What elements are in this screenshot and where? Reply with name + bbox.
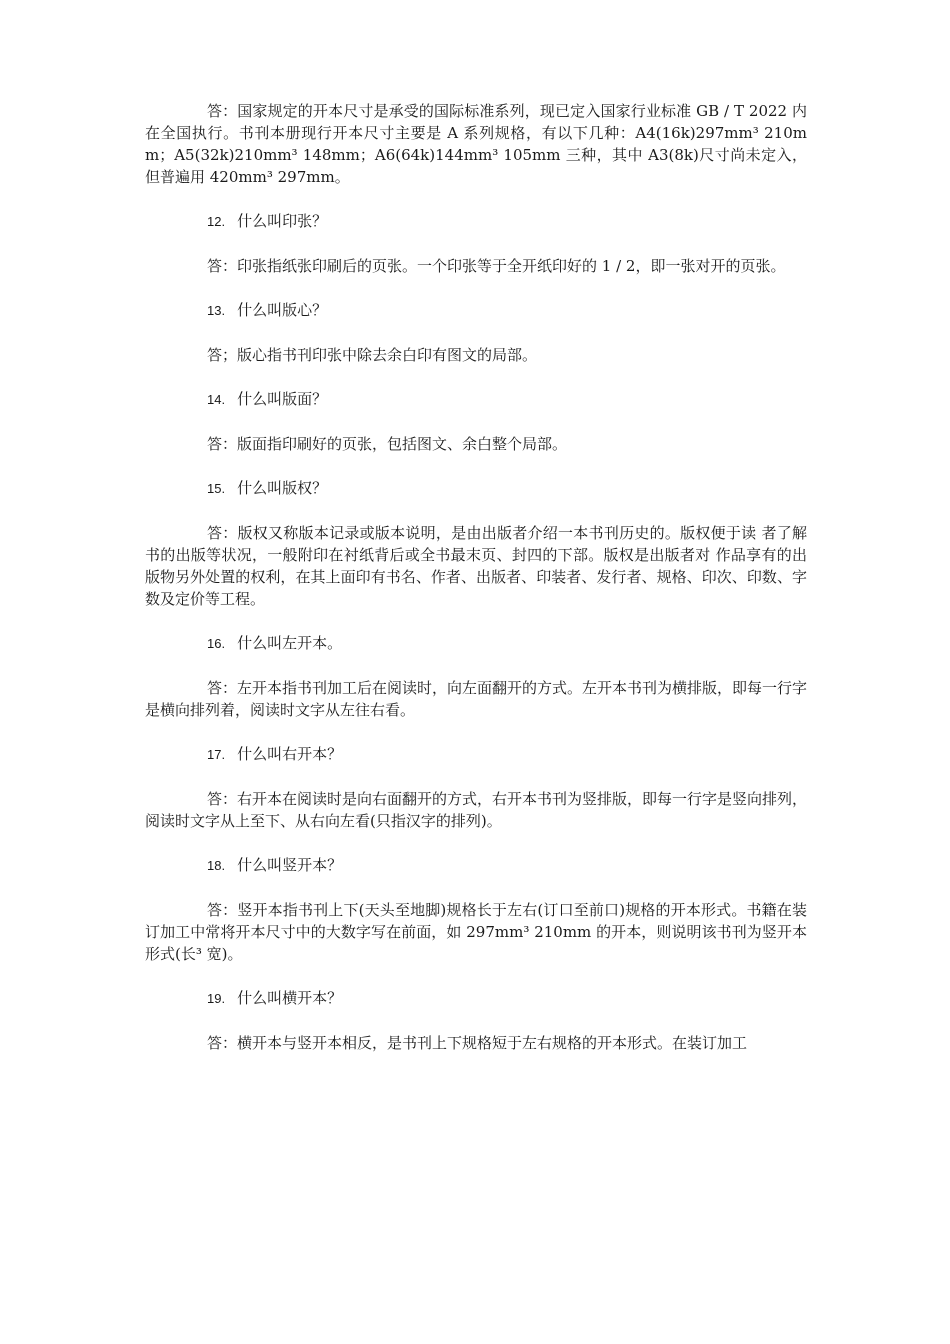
question-number: 17. (207, 747, 226, 762)
question-heading (145, 477, 807, 500)
question-text: 什么叫右开本？ (237, 745, 343, 763)
question-heading (145, 987, 807, 1010)
question-text: 什么叫竖开本？ (237, 856, 343, 874)
question-number: 13. (207, 303, 226, 318)
answer-paragraph: 答：横开本与竖开本相反，是书刊上下规格短于左右规格的开本形式。在装订加工 (207, 1034, 748, 1052)
answer-paragraph: 答：版面指印刷好的页张，包括图文、余白整个局部。 (207, 435, 568, 453)
answer-paragraph: 答：右开本在阅读时是向右面翻开的方式，右开本书刊为竖排版，即每一行字是竖向排列，阅读时文字从上至下、从右向左看(只指汉字的排列)。 (145, 790, 808, 830)
answer-paragraph: 答：左开本指书刊加工后在阅读时，向左面翻开的方式。左开本书刊为横排版，即每一行字是横向排列着，阅读时文字从左往右看。 (145, 679, 808, 719)
question-heading (145, 743, 807, 766)
answer-paragraph: 答；版心指书刊印张中除去余白印有图文的局部。 (207, 346, 538, 364)
question-number: 16. (207, 636, 226, 651)
answer-paragraph: 答：竖开本指书刊上下(天头至地脚)规格长于左右(订口至前口)规格的开本形式。书籍在装订加工中常将开本尺寸中的大数字写在前面，如 297mm³ 210mm 的开本，则说明该书刊为竖开本形式(长³ 宽)。 (145, 901, 807, 963)
document-body (145, 100, 807, 1076)
answer-paragraph: 答：国家规定的开本尺寸是承受的国际标准系列，现已定入国家行业标准 GB / T 2022 内在全国执行。书刊本册现行开本尺寸主要是 A 系列规格，有以下几种：A4(16k)297mm³ 210mm；A5(32k)210mm³ 148mm；A6(64k)144mm³ 105mm 三种，其中 A3(8k)尺寸尚未定入，但普遍用 420mm³ 297mm。 (145, 102, 807, 186)
question-heading (145, 632, 807, 655)
answer-paragraph: 答：版权又称版本记录或版本说明，是由出版者介绍一本书刊历史的。版权便于读 者了解书的出版等状况，一般附印在衬纸背后或全书最末页、封四的下部。版权是出版者对 作品享有的出版物另外处置的权利，在其上面印有书名、作者、出版者、印装者、发行者、规格、印次、印数、字数及定价等工程。 (145, 524, 807, 608)
question-heading (145, 210, 807, 233)
question-text: 什么叫版心？ (237, 301, 328, 319)
question-number: 18. (207, 858, 226, 873)
question-text: 什么叫左开本。 (237, 634, 343, 652)
question-text: 什么叫印张？ (237, 212, 328, 230)
question-number: 12. (207, 214, 226, 229)
question-heading (145, 299, 807, 322)
question-text: 什么叫版面？ (237, 390, 328, 408)
question-number: 19. (207, 991, 226, 1006)
question-heading (145, 854, 807, 877)
question-text: 什么叫横开本？ (237, 989, 343, 1007)
question-number: 15. (207, 481, 226, 496)
question-text: 什么叫版权？ (237, 479, 328, 497)
answer-paragraph: 答：印张指纸张印刷后的页张。一个印张等于全开纸印好的 1 / 2，即一张对开的页张。 (207, 257, 786, 275)
question-number: 14. (207, 392, 226, 407)
question-heading (145, 388, 807, 411)
